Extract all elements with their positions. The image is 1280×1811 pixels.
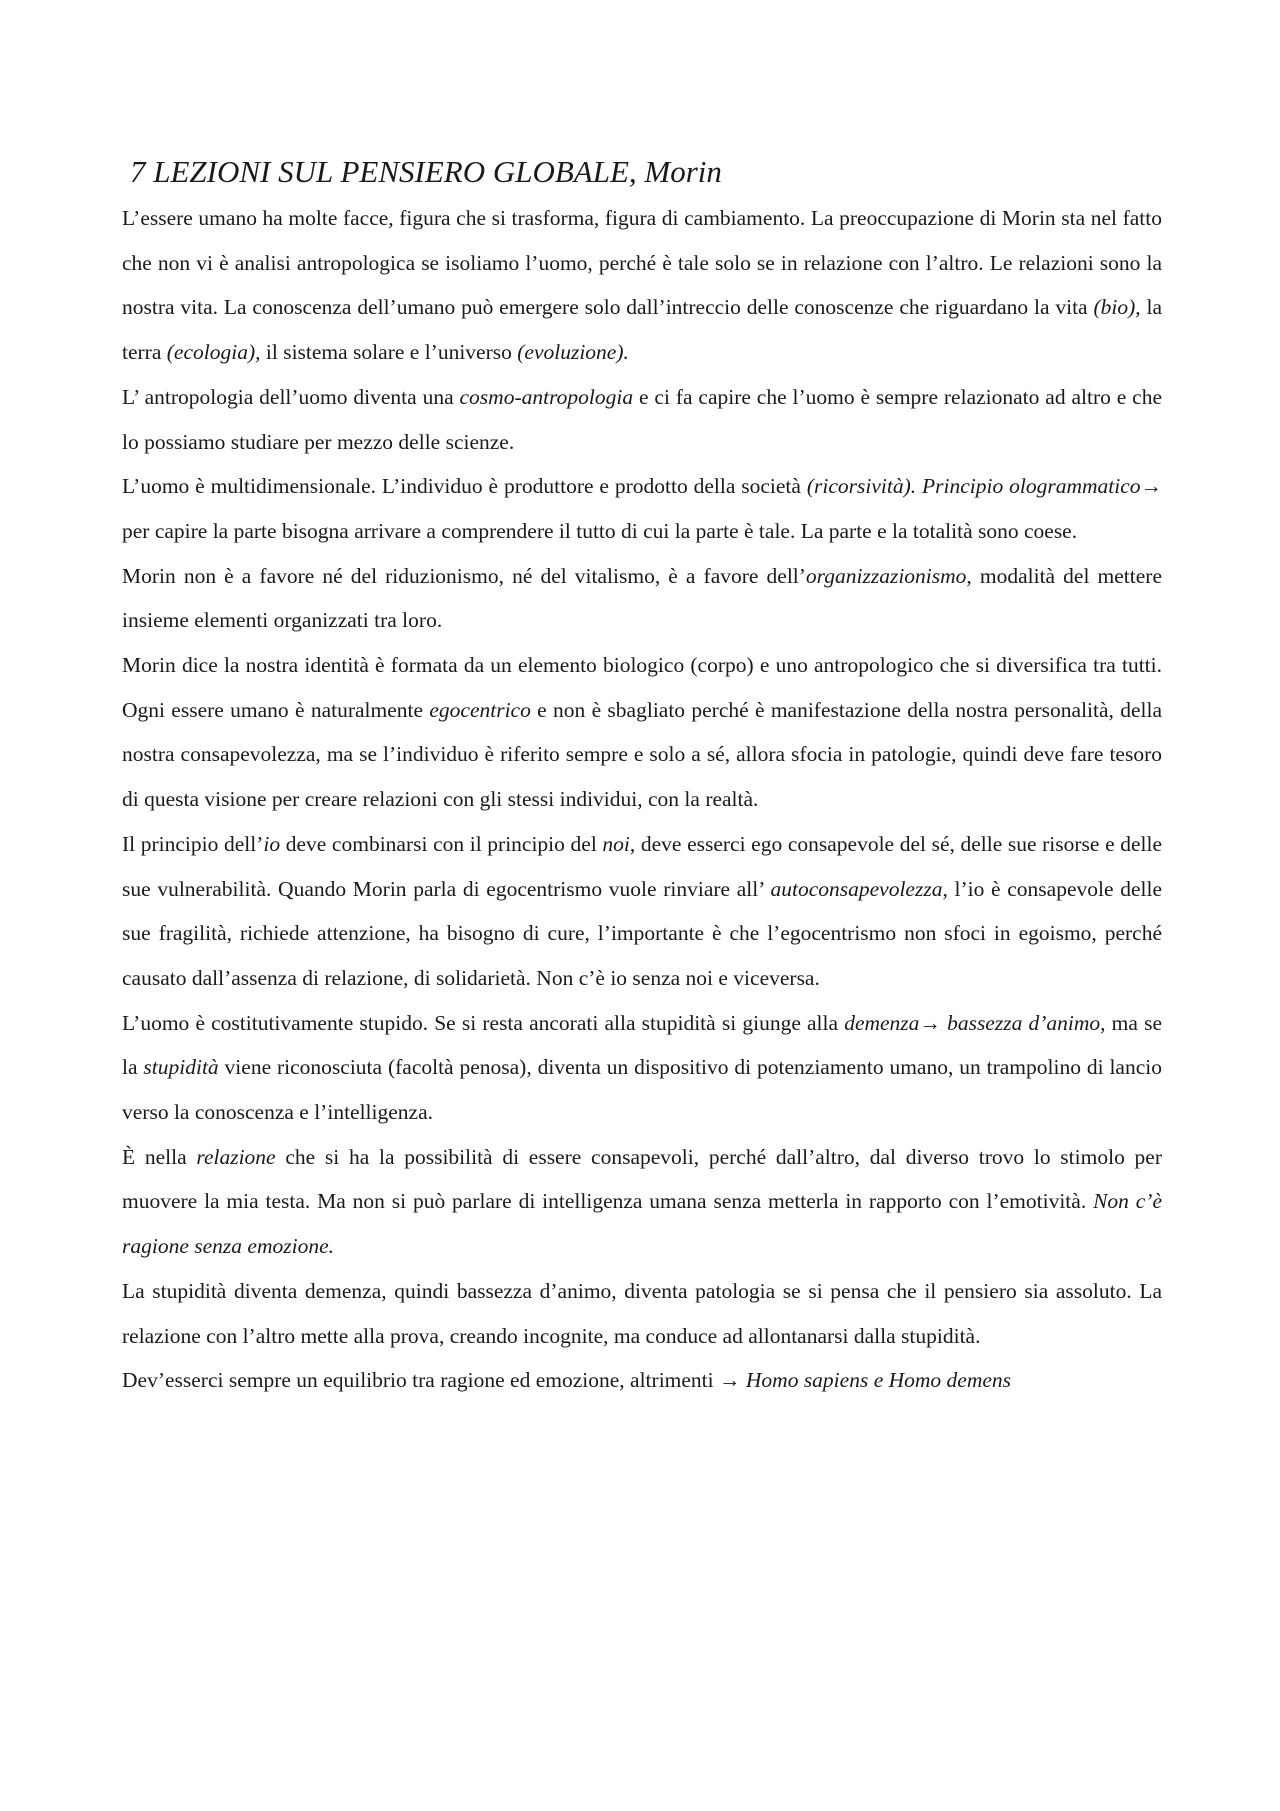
paragraph (122, 196, 1162, 375)
text-run: L’uomo è costitutivamente stupido. Se si resta ancorati alla stupidità si giunge alla (122, 1010, 845, 1035)
text-run: Dev’esserci sempre un equilibrio tra ragione ed emozione, altrimenti → (122, 1368, 746, 1393)
italic-text: bassezza d’animo (947, 1010, 1101, 1035)
text-run: Il principio dell’ (122, 831, 264, 856)
text-run: → (919, 1010, 948, 1035)
document-page (122, 150, 1162, 1403)
italic-text: io (263, 831, 281, 856)
text-run: Morin non è a favore né del riduzionismo, né del vitalismo, è a favore dell’ (122, 563, 806, 588)
paragraph (122, 643, 1162, 822)
text-run: La stupidità diventa demenza, quindi bassezza d’animo, diventa patologia se si pensa che il pensiero sia assoluto. La relazione con l’altro mette alla prova, creando incognite, ma conduce ad allontanarsi dalla stupidità. (122, 1278, 1162, 1348)
document-body (122, 196, 1162, 1403)
italic-text: relazione (196, 1144, 276, 1169)
text-run: , deve esserci ego consapevole del sé, delle sue risorse e delle sue vulnerabilità. Quando Morin parla di egocentrismo vuole rinviare all’ (122, 831, 1163, 901)
text-run: Morin dice la nostra identità è formata da un elemento biologico (corpo) e uno antropologico che si diversifica tra tutti. Ogni essere umano è naturalmente (122, 653, 1162, 722)
document-title: 7 LEZIONI SUL PENSIERO GLOBALE, Morin (130, 154, 722, 189)
text-run: deve combinarsi con il principio del (280, 831, 603, 856)
text-run: e non è sbagliato perché è manifestazione della nostra personalità, della nostra consapevolezza, ma se l’individuo è riferito sempre e solo a sé, allora sfocia in patologie, quindi deve fare tesoro di questa visione per creare relazioni con gli stessi individui, con la realtà. (122, 697, 1162, 812)
text-run: L’uomo è multidimensionale. L’individuo è produttore e prodotto della società (122, 474, 807, 499)
paragraph (122, 1269, 1162, 1358)
text-run: È nella (122, 1144, 197, 1169)
text-run: , l’io è consapevole delle sue fragilità, richiede attenzione, ha bisogno di cure, l’importante è che l’egocentrismo non sfoci in egoismo, perché causato dall’assenza di relazione, di solidarietà. Non c’è io senza noi e viceversa. (122, 876, 1162, 990)
paragraph (122, 1135, 1162, 1269)
paragraph (122, 1001, 1162, 1135)
text-run: → per capire la parte bisogna arrivare a comprendere il tutto di cui la parte è tale. La parte e la totalità sono coese. (122, 474, 1162, 543)
text-run: , modalità del mettere insieme elementi organizzati tra loro. (122, 563, 1162, 633)
italic-text: (evoluzione). (517, 340, 629, 365)
text-run: la terra (122, 295, 1162, 365)
italic-text: organizzazionismo (805, 563, 967, 588)
paragraph (122, 822, 1162, 1001)
paragraph (122, 375, 1162, 464)
text-run: L’essere umano ha molte facce, figura che si trasforma, figura di cambiamento. La preoccupazione di Morin sta nel fatto che non vi è analisi antropologica se isoliamo l’uomo, perché è tale solo se in relazione con l’altro. Le relazioni sono la nostra vita. La conoscenza dell’umano può emergere solo dall’intreccio delle conoscenze che riguardano la vita (122, 206, 1162, 320)
text-run: L’ antropologia dell’uomo diventa una (122, 384, 460, 409)
italic-text: noi (602, 831, 630, 856)
text-run: viene riconosciuta (facoltà penosa), diventa un dispositivo di potenziamento umano, un trampolino di lancio verso la conoscenza e l’intelligenza. (122, 1055, 1162, 1125)
text-run: il sistema solare e l’universo (260, 340, 518, 365)
paragraph (122, 1358, 1162, 1403)
italic-text: Homo sapiens e Homo demens (745, 1368, 1012, 1393)
text-run: che si ha la possibilità di essere consapevoli, perché dall’altro, dal diverso trovo lo stimolo per muovere la mia testa. Ma non si può parlare di intelligenza umana senza metterla in rapporto con l’emotività. (122, 1144, 1162, 1214)
paragraph (122, 554, 1162, 643)
italic-text: demenza (844, 1010, 920, 1035)
italic-text: Non c’è ragione senza emozione. (122, 1189, 1162, 1259)
paragraph (122, 464, 1162, 553)
text-run: , ma se la (122, 1010, 1163, 1080)
italic-text: (bio), (1093, 295, 1141, 320)
italic-text: cosmo-antropologia (459, 384, 634, 409)
italic-text: stupidità (143, 1055, 219, 1080)
italic-text: (ecologia), (166, 340, 261, 365)
italic-text: (ricorsività). Principio ologrammatico (806, 474, 1141, 499)
italic-text: egocentrico (429, 697, 531, 722)
italic-text: autoconsapevolezza (770, 876, 943, 901)
text-run: e ci fa capire che l’uomo è sempre relazionato ad altro e che lo possiamo studiare per mezzo delle scienze. (122, 384, 1162, 454)
